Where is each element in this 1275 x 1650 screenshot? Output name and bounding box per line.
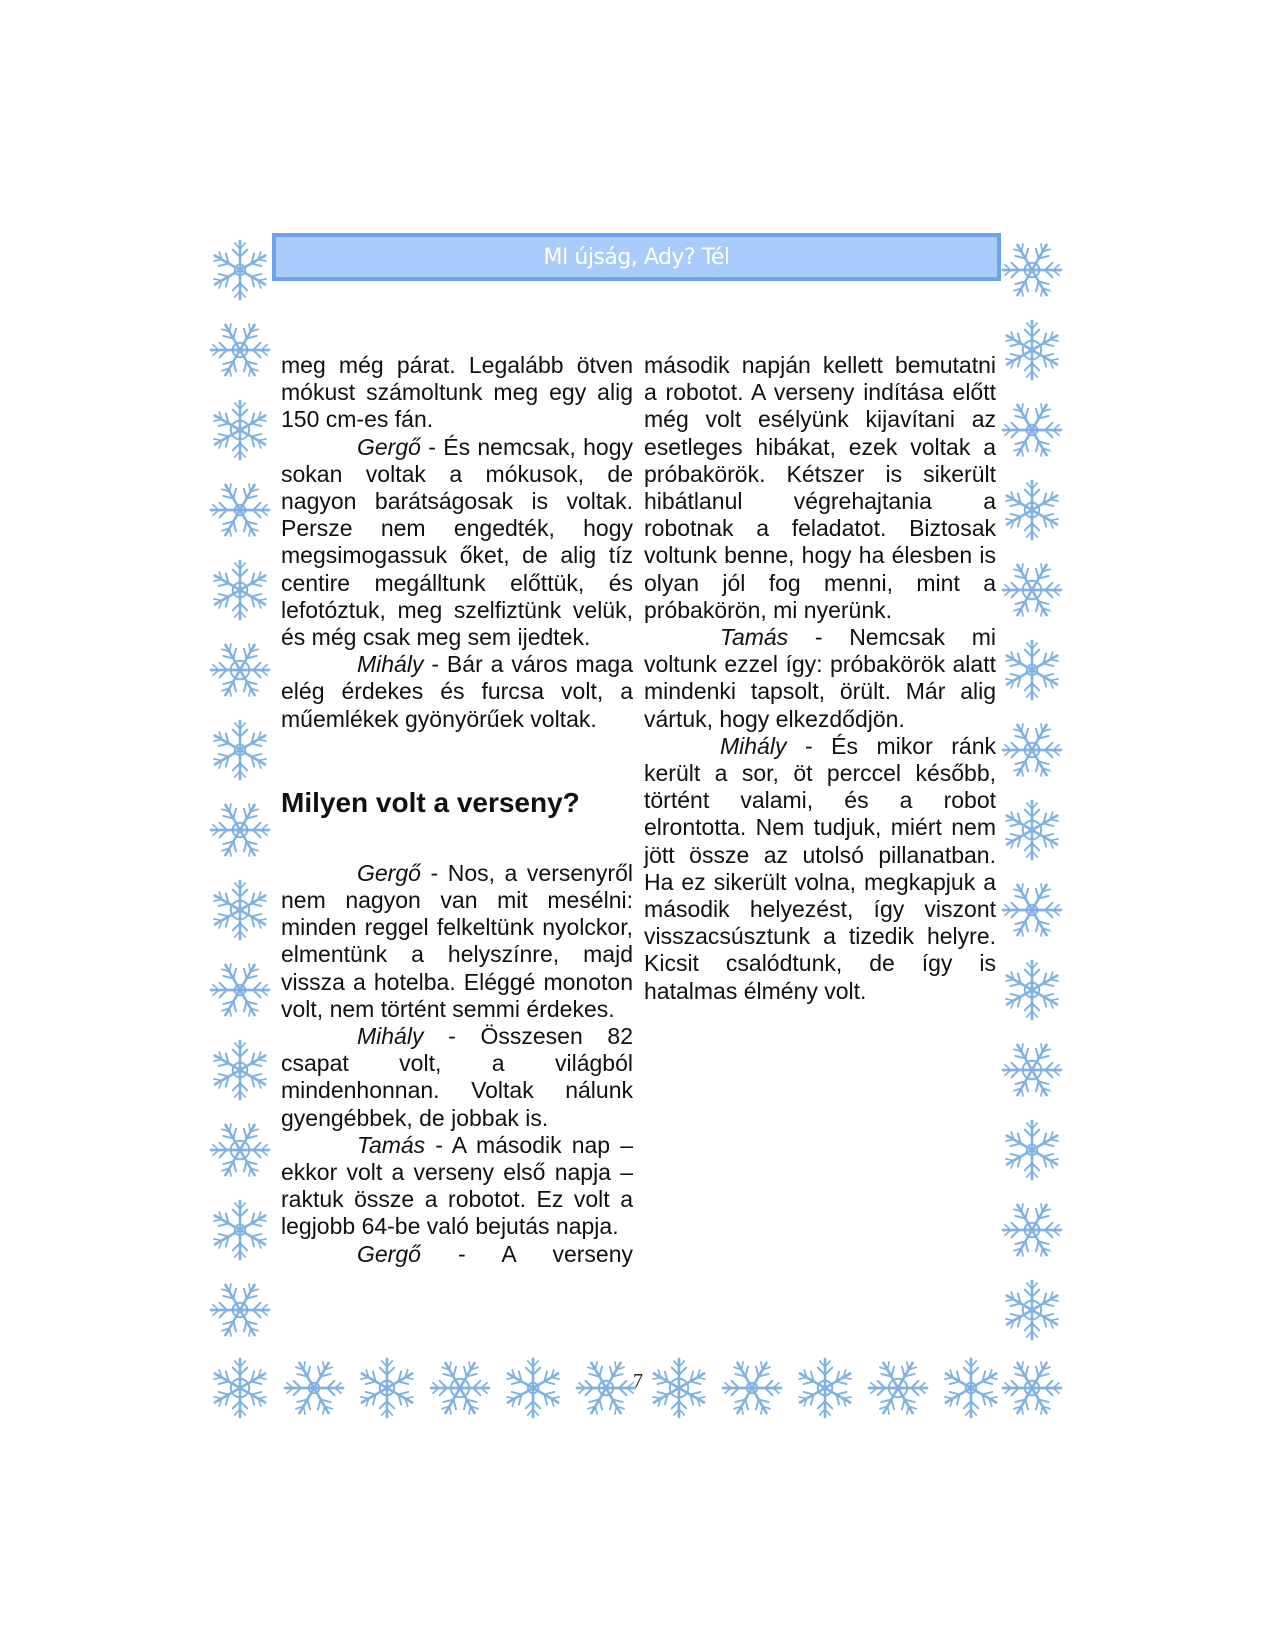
snowflake-icon [792, 1355, 858, 1421]
section-heading: Milyen volt a verseny? [281, 786, 580, 818]
snowflake-icon [999, 1355, 1065, 1421]
snowflake-icon [938, 1355, 1004, 1421]
snowflake-icon [999, 397, 1065, 463]
dialogue-text: - A második nap – ekkor volt a verseny első napja – raktuk össze a robotot. Ez volt a legjobb 64-be való bejutás napja. [281, 1131, 633, 1240]
speaker-name: Tamás [357, 1131, 426, 1158]
snowflake-icon [207, 1037, 273, 1103]
snowflake-icon [207, 637, 273, 703]
snowflake-icon [281, 1355, 347, 1421]
dialogue-paragraph [281, 1023, 633, 1132]
speaker-name: Mihály [357, 651, 424, 678]
dialogue-paragraph [644, 624, 996, 733]
snowflake-icon [999, 637, 1065, 703]
paragraph: második napján kellett bemutatni a robotot. A verseny indítása előtt még volt esélyünk kijavítani az esetleges hibákat, ezek voltak a próbakörök. Kétszer is sikerült hibátlanul végrehajtania a robotnak a feladatot. Biztosak voltunk benne, hogy ha élesben is olyan jól fog menni, mint a próbakörön, mi nyerünk. [644, 352, 996, 623]
snowflake-icon [207, 477, 273, 543]
snowflake-icon [999, 1037, 1065, 1103]
dialogue-text: - Bár a város maga elég érdekes és furcsa volt, a műemlékek gyönyörűek voltak. [281, 651, 633, 732]
snowflake-icon [999, 557, 1065, 623]
dialogue-text: - És mikor ránk került a sor, öt perccel később, történt valami, és a robot elrontotta. Nem tudjuk, miért nem jött össze az utolsó pillanatban. Ha ez sikerült volna, megkapjuk a második helyezést, így viszont visszacsúsztunk a tizedik helyre. Kicsit csalódtunk, de így is hatalmas élmény volt. [644, 732, 996, 1004]
snowflake-icon [999, 317, 1065, 383]
snowflake-icon [999, 877, 1065, 943]
right-column [644, 352, 996, 1005]
snowflake-icon [207, 1197, 273, 1263]
header-title: MI újság, Ady? Tél [543, 244, 730, 270]
dialogue-text: - Nemcsak mi voltunk ezzel így: próbakörök alatt mindenki tapsolt, örült. Már alig vártuk, hogy elkezdődjön. [644, 624, 996, 732]
dialogue-paragraph [281, 651, 633, 733]
snowflake-icon [207, 237, 273, 303]
dialogue-paragraph [281, 434, 633, 652]
snowflake-icon [646, 1355, 712, 1421]
snowflake-icon [207, 877, 273, 943]
dialogue-text: - És nemcsak, hogy sokan voltak a mókusok, de nagyon barátságosak is voltak. Persze nem engedték, hogy megsimogassuk őket, de alig tíz centire megálltunk előttük, és lefotóztuk, meg szelfiztünk velük, és még csak meg sem ijedtek. [281, 433, 633, 651]
snowflake-icon [427, 1355, 493, 1421]
snowflake-icon [999, 477, 1065, 543]
snowflake-icon [354, 1355, 420, 1421]
dialogue-paragraph [281, 1132, 633, 1241]
snowflake-icon [999, 957, 1065, 1023]
snowflake-icon [207, 1117, 273, 1183]
snowflake-icon [207, 717, 273, 783]
snowflake-icon [999, 717, 1065, 783]
snowflake-icon [207, 397, 273, 463]
snowflake-icon [999, 1197, 1065, 1263]
snowflake-icon [999, 1117, 1065, 1183]
left-column [281, 352, 633, 1268]
dialogue-paragraph [644, 733, 996, 1005]
speaker-name: Mihály [720, 732, 787, 759]
speaker-name: Tamás [720, 624, 789, 651]
snowflake-icon [999, 237, 1065, 303]
dialogue-text: - Összesen 82 csapat volt, a világból mindenhonnan. Voltak nálunk gyengébbek, de jobbak is. [281, 1023, 633, 1131]
snowflake-icon [500, 1355, 566, 1421]
page-number: 7 [633, 1370, 643, 1392]
snowflake-icon [207, 317, 273, 383]
snowflake-icon [207, 957, 273, 1023]
snowflake-icon [719, 1355, 785, 1421]
dialogue-paragraph [281, 1241, 633, 1268]
snowflake-icon [207, 557, 273, 623]
snowflake-icon [207, 1355, 273, 1421]
snowflake-icon [207, 797, 273, 863]
page-header [272, 233, 1001, 281]
snowflake-icon [207, 1277, 273, 1343]
speaker-name: Gergő [357, 1240, 421, 1267]
paragraph: meg még párat. Legalább ötven mókust számoltunk meg egy alig 150 cm-es fán. [281, 352, 633, 433]
dialogue-text: - A verseny [420, 1240, 633, 1267]
speaker-name: Gergő [357, 433, 421, 460]
speaker-name: Mihály [357, 1023, 424, 1050]
snowflake-icon [999, 1277, 1065, 1343]
speaker-name: Gergő [357, 859, 421, 886]
dialogue-paragraph [281, 860, 633, 1023]
snowflake-icon [865, 1355, 931, 1421]
dialogue-text: - Nos, a versenyről nem nagyon van mit mesélni: minden reggel felkeltünk nyolckor, elmentünk a helyszínre, majd vissza a hotelba. Eléggé monoton volt, nem történt semmi érdekes. [281, 859, 633, 1022]
snowflake-icon [999, 797, 1065, 863]
